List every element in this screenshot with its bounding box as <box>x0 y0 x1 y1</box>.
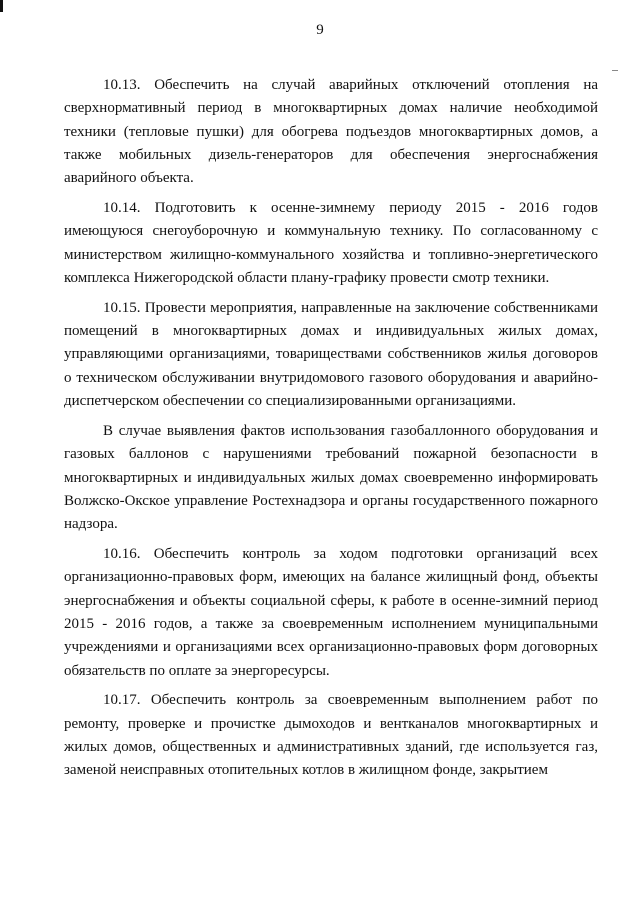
paragraph-10-15: 10.15. Провести мероприятия, направленные на заключение собственниками помещений в многоквартирных домах и индивидуальных жилых домах, управляющими организациями, товариществами собственников жилья договоров о техническом обслуживании внутридомового газового оборудования и аварийно-диспетчерском обеспечении со специализированными организациями. <box>64 299 598 410</box>
paragraph-10-15-continued: В случае выявления фактов использования газобаллонного оборудования и газовых баллонов с нарушениями требований пожарной безопасности в многоквартирных и индивидуальных жилых домах своевременно информировать Волжско-Окское управление Ростехнадзора и органы государственного пожарного надзора. <box>64 422 598 533</box>
document-body <box>64 74 598 789</box>
paragraph-10-16: 10.16. Обеспечить контроль за ходом подготовки организаций всех организационно-правовых форм, имеющих на балансе жилищный фонд, объекты энергоснабжения и объекты социальной сферы, к работе в осенне-зимний период 2015 - 2016 годов, а также за своевременным исполнением муниципальными учреждениями и организациями всех организационно-правовых форм договорных обязательств по оплате за энергоресурсы. <box>64 546 598 679</box>
paragraph-10-13: 10.13. Обеспечить на случай аварийных отключений отопления на сверхнормативный период в многоквартирных домах наличие необходимой техники (тепловые пушки) для обогрева подъездов многоквартирных домов, а также мобильных дизель-генераторов для обеспечения энергоснабжения аварийного объекта. <box>64 77 598 187</box>
scan-edge-mark <box>612 70 618 71</box>
paragraph-10-17: 10.17. Обеспечить контроль за своевременным выполнением работ по ремонту, проверке и прочистке дымоходов и вентканалов многоквартирных и жилых домов, общественных и административных зданий, где используется газ, заменой неисправных отопительных котлов в жилищном фонде, закрытием <box>64 692 598 779</box>
page-number: 9 <box>316 22 324 38</box>
paragraph-10-14: 10.14. Подготовить к осенне-зимнему периоду 2015 - 2016 годов имеющуюся снегоуборочную и коммунальную технику. По согласованному с министерством жилищно-коммунального хозяйства и топливно-энергетического комплекса Нижегородской области плану-графику провести смотр техники. <box>64 200 598 286</box>
scan-corner-mark <box>0 0 3 12</box>
